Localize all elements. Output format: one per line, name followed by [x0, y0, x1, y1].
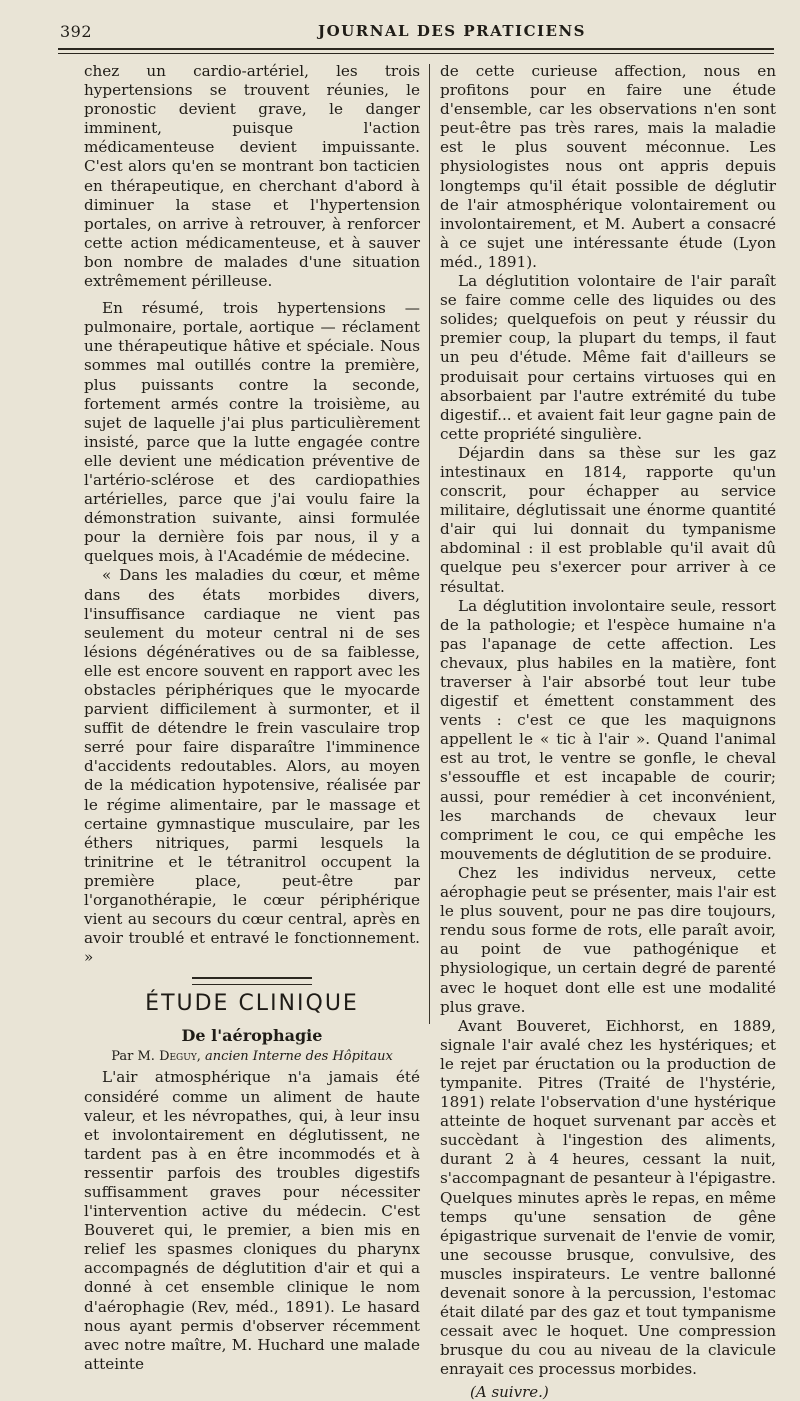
- paragraph: La déglutition volontaire de l'air paraît se faire comme celle des liquides ou des solides; quelquefois on peut y réussir du premier coup, la plupart du temps, il faut un peu d'étude. Même fait d'ailleurs se produisait pour certains virtuoses qui en absorbaient par l'autre extrémité du tube digestif... et avaient fait leur gagne pain de cette propriété singulière.: [440, 272, 776, 443]
- byline-author: Deguy,: [159, 1049, 201, 1065]
- byline: [84, 1049, 420, 1064]
- running-title: JOURNAL DES PRATICIENS: [318, 22, 586, 40]
- page-number: 392: [60, 22, 93, 41]
- paragraph: Avant Bouveret, Eichhorst, en 1889, signale l'air avalé chez les hystériques; et le rejet par éructation ou la production de tympanite. Pitres (Traité de l'hystérie, 1891) relate l'observation d'une hystérique atteinte de hoquet survenant par accès et succèdant à l'ingestion des aliments, durant 2 à 4 heures, cessant la nuit, s'accompagnant de pesanteur à l'épigastre. Quelques minutes après le repas, en même temps qu'une sensation de gêne épigastrique survenait de l'envie de vomir, une secousse brusque, convulsive, des muscles inspirateurs. Le ventre ballonné devenait sonore à la percussion, l'estomac était dilaté par des gaz et tout tympanisme cessait avec le hoquet. Une compression brusque du cou au niveau de la clavicule enrayait ces processus morbides.: [440, 1016, 776, 1379]
- header-rule-thin: [58, 53, 774, 54]
- article-title: De l'aérophagie: [181, 1026, 323, 1046]
- column-divider: [429, 64, 430, 1024]
- header-rule: [58, 48, 774, 50]
- paragraph: Chez les individus nerveux, cette aérophagie peut se présenter, mais l'air est le plus souvent, pour ne pas dire toujours, rendu sous forme de rots, elle paraît avoir, au point de vue pathogénique et physiologique, un certain degré de parenté avec le hoquet dont elle est une modalité plus grave.: [440, 863, 776, 1016]
- paragraph: de cette curieuse affection, nous en profitons pour en faire une étude d'ensemble, car les observations n'en sont peut-être pas très rares, mais la maladie est le plus souvent méconnue. Les physiologistes nous ont appris depuis longtemps qu'il était possible de déglutir de l'air atmosphérique volontairement ou involontairement, et M. Aubert a consacré à ce sujet une intéressante étude (Lyon méd., 1891).: [440, 62, 776, 271]
- right-column: [440, 62, 776, 1401]
- paragraph: En résumé, trois hypertensions — pulmonaire, portale, aortique — réclament une thérapeutique hâtive et spéciale. Nous sommes mal outillés contre la première, plus puissants contre la seconde, fortement armés contre la troisième, au sujet de laquelle j'ai plus particulièrement insisté, parce que la lutte engagée contre elle devient une médication préventive de l'artério-sclérose et des cardiopathies artérielles, parce que j'ai voulu faire la démonstration suivante, ainsi formulée pour la dernière fois par nous, il y a quelques mois, à l'Académie de médecine.: [84, 299, 420, 566]
- left-column: [84, 62, 420, 1374]
- to-be-continued: (A suivre.): [470, 1383, 549, 1401]
- byline-role: ancien Interne des Hôpitaux: [205, 1049, 393, 1065]
- paragraph: chez un cardio-artériel, les trois hypertensions se trouvent réunies, le pronostic devient grave, le danger imminent, puisque l'action médicamenteuse devient impuissante. C'est alors qu'en se montrant bon tacticien en thérapeutique, en cherchant d'abord à diminuer la stase et l'hypertension portales, on arrive à retrouver, à renforcer cette action médicamenteuse, et à sauver bon nombre de malades d'une situation extrêmement périlleuse.: [84, 62, 420, 291]
- section-title: ÉTUDE CLINIQUE: [145, 991, 359, 1017]
- paragraph: La déglutition involontaire seule, ressort de la pathologie; et l'espèce humaine n'a pas l'apanage de cette affection. Les chevaux, plus habiles en la matière, font traverser à l'air absorbé tout leur tube digestif et émettent constamment des vents : c'est ce que les maquignons appellent le « tic à l'air ». Quand l'animal est au trot, le ventre se gonfle, le cheval s'essouffle et est incapable de courir; aussi, pour remédier à cet inconvénient, les marchands de chevaux leur compriment le cou, ce qui empêche les mouvements de déglutition de se produire.: [440, 596, 776, 863]
- paragraph: Déjardin dans sa thèse sur les gaz intestinaux en 1814, rapporte qu'un conscrit, pour échapper au service militaire, déglutissait une énorme quantité d'air qui lui donnait du tympanisme abdominal : il est problable qu'il avait dû quelque peu s'exercer pour arriver à ce résultat.: [440, 443, 776, 596]
- byline-prefix: Par M.: [111, 1049, 155, 1065]
- paragraph: L'air atmosphérique n'a jamais été considéré comme un aliment de haute valeur, et les névropathes, qui, à leur insu et involontairement en déglutissent, ne tardent pas à en être incommodés et à ressentir parfois des troubles digestifs suffisamment graves pour nécessiter l'intervention active du médecin. C'est Bouveret qui, le premier, a bien mis en relief les spasmes cloniques du pharynx accompagnés de déglutition d'air et qui a donné à cet ensemble clinique le nom d'aérophagie (Rev, méd., 1891). Le hasard nous ayant permis d'observer récemment avec notre maître, M. Huchard une malade atteinte: [84, 1068, 420, 1373]
- page-header: [0, 0, 800, 58]
- section-ornament-rule: [192, 977, 312, 985]
- paragraph: « Dans les maladies du cœur, et même dans des états morbides divers, l'insuffisance cardiaque ne vient pas seulement du moteur central ni de ses lésions dégénératives ou de sa faiblesse, elle est encore souvent en rapport avec les obstacles périphériques que le myocarde parvient difficilement à surmonter, et il suffit de détendre le frein vasculaire trop serré pour faire disparaître l'imminence d'accidents redoutables. Alors, au moyen de la médication hypotensive, réalisée par le régime alimentaire, par le massage et certaine gymnastique musculaire, par les éthers nitriques, parmi lesquels la trinitrine et le tétranitrol occupent la première place, peut-être par l'organothérapie, le cœur périphérique vient au secours du cœur central, après en avoir troublé et entravé le fonctionnement. »: [84, 566, 420, 967]
